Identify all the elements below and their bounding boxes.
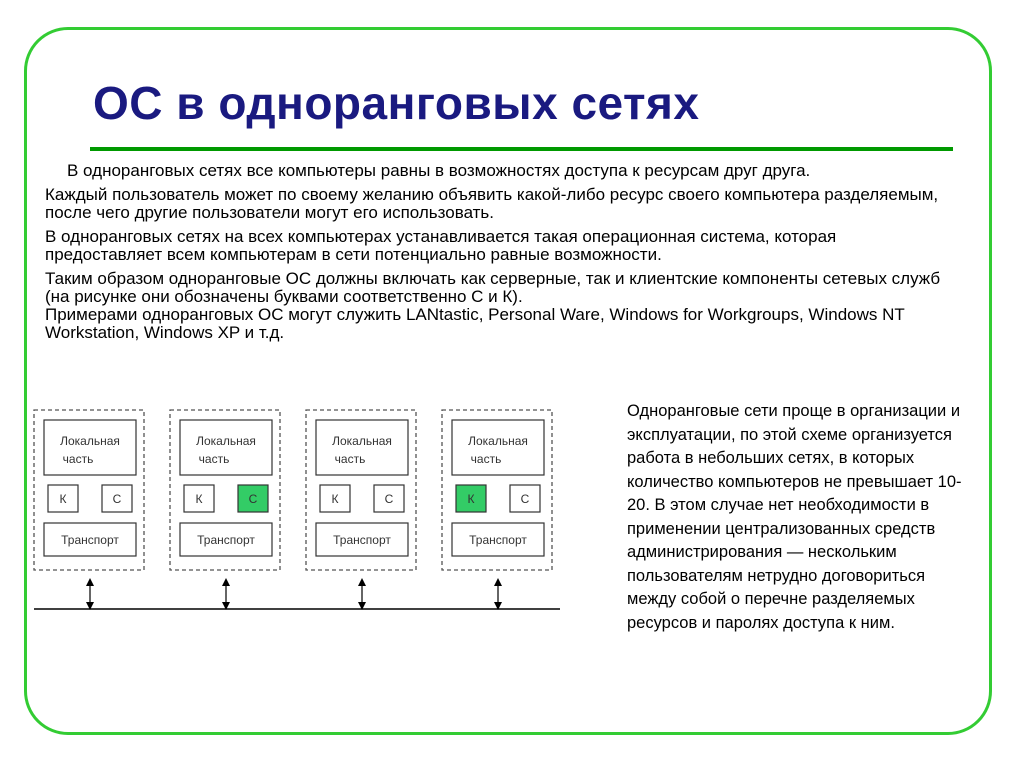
local-part-label-2: часть bbox=[470, 452, 502, 466]
local-part-label: Локальная bbox=[196, 434, 256, 448]
computer-node-3 bbox=[306, 410, 416, 606]
paragraph-intro: В одноранговых сетях все компьютеры равны в возможностях доступа к ресурсам друг друга. bbox=[67, 161, 811, 180]
server-label: С bbox=[248, 492, 258, 506]
computer-node-1 bbox=[34, 410, 144, 606]
transport-label: Транспорт bbox=[333, 533, 391, 547]
paragraph-examples: Примерами одноранговых ОС могут служить LANtastic, Personal Ware, Windows for Workgroups, Windows NT Workstation, Windows XP и т.д. bbox=[45, 305, 905, 342]
transport-label: Транспорт bbox=[469, 533, 527, 547]
local-part-label: Локальная bbox=[332, 434, 392, 448]
computer-node-2 bbox=[170, 410, 280, 606]
client-label: К bbox=[331, 492, 339, 506]
transport-label: Транспорт bbox=[61, 533, 119, 547]
server-label: С bbox=[520, 492, 530, 506]
client-label: К bbox=[59, 492, 67, 506]
computer-node-4 bbox=[442, 410, 552, 606]
paragraph-resources: Каждый пользователь может по своему желанию объявить какой-либо ресурс своего компьютера разделяемым, после чего другие пользователи могут его использовать. bbox=[45, 185, 939, 222]
client-label: К bbox=[195, 492, 203, 506]
local-part-label: Локальная bbox=[468, 434, 528, 448]
server-label: С bbox=[112, 492, 122, 506]
transport-label: Транспорт bbox=[197, 533, 255, 547]
local-part-label-2: часть bbox=[334, 452, 366, 466]
title-underline bbox=[90, 147, 953, 151]
side-text: Одноранговые сети проще в организации и эксплуатации, по этой схеме организуется работа в небольших сетях, в которых количество компьютеров не превышает 10-20. В этом случае нет необходимости в применении централизованных средств администрирования — нескольким пользователям нетрудно договориться между собой о перечне разделяемых ресурсов и паролях доступа к ним. bbox=[627, 402, 962, 632]
client-label: К bbox=[467, 492, 475, 506]
paragraph-os: В одноранговых сетях на всех компьютерах устанавливается такая операционная система, которая предоставляет всем компьютерам в сети потенциально равные возможности. bbox=[45, 227, 837, 264]
local-part-label: Локальная bbox=[60, 434, 120, 448]
paragraph-components: Таким образом одноранговые ОС должны включать как серверные, так и клиентские компоненты сетевых служб (на рисунке они обозначены буквами соответственно С и К). bbox=[45, 269, 941, 306]
body-text bbox=[45, 162, 945, 348]
nodes-group bbox=[34, 410, 552, 606]
peer-network-diagram bbox=[28, 400, 568, 620]
server-label: С bbox=[384, 492, 394, 506]
local-part-label-2: часть bbox=[62, 452, 94, 466]
page-title: ОС в одноранговых сетях bbox=[93, 77, 700, 129]
local-part-label-2: часть bbox=[198, 452, 230, 466]
